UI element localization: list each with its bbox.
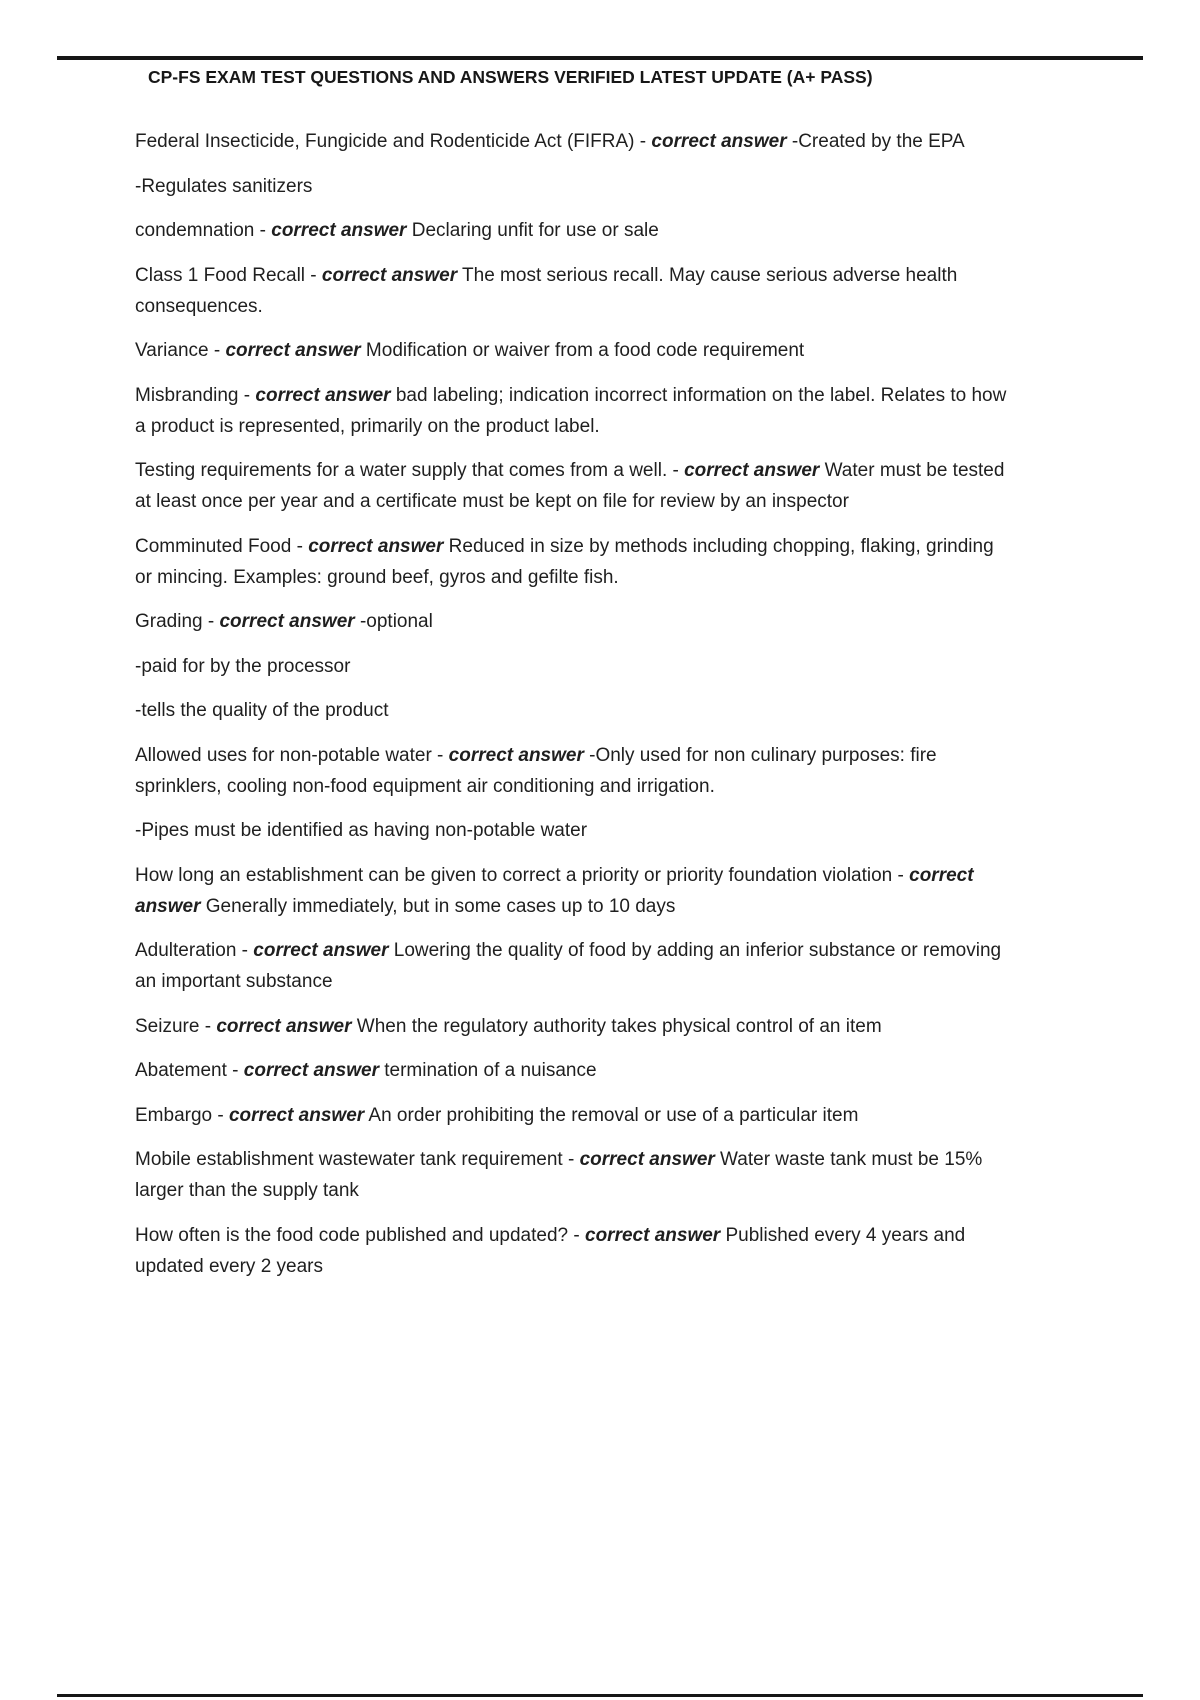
qa-paragraph [135, 815, 1007, 846]
correct-answer-marker: correct answer [651, 131, 787, 152]
qa-answer-text: -Created by the EPA [786, 131, 965, 152]
qa-question-text: Allowed uses for non-potable water - [135, 744, 449, 766]
qa-question-text: -tells the quality of the product [135, 700, 389, 721]
qa-paragraph [135, 935, 1007, 997]
qa-paragraph [135, 740, 1007, 802]
correct-answer-marker: correct answer [271, 220, 407, 241]
qa-answer-text: Lowering the quality of food by adding an inferior substance or removing an important substance [135, 940, 1002, 992]
qa-question-text: Grading - [135, 611, 220, 632]
qa-paragraph [135, 215, 1007, 246]
correct-answer-marker: correct answer [243, 1060, 379, 1081]
qa-question-text: Adulteration - [135, 940, 254, 961]
correct-answer-marker: correct answer [585, 1224, 721, 1246]
qa-answer-text: Published every 4 years and updated every 2 years [135, 1224, 966, 1277]
correct-answer-marker: correct answer [448, 744, 584, 766]
qa-paragraph [135, 606, 1007, 637]
correct-answer-marker: correct answer [321, 264, 458, 286]
qa-answer-text: -optional [354, 611, 433, 632]
bottom-rule [57, 1694, 1143, 1697]
correct-answer-marker: correct answer [579, 1149, 715, 1170]
qa-paragraph [135, 860, 1007, 922]
qa-answer-text: When the regulatory authority takes physical control of an item [351, 1015, 882, 1037]
qa-question-text: Variance - [135, 340, 226, 361]
qa-question-text: condemnation - [135, 220, 272, 241]
qa-paragraph [135, 531, 1007, 593]
qa-question-text: Misbranding - [135, 384, 256, 406]
qa-question-text: Class 1 Food Recall - [135, 264, 322, 286]
correct-answer-marker: correct answer [684, 460, 820, 481]
qa-answer-text: Water waste tank must be 15% larger than the supply tank [135, 1149, 983, 1201]
correct-answer-marker: correct answer [255, 384, 391, 406]
correct-answer-marker: correct answer [253, 940, 389, 961]
correct-answer-marker: correct answer [308, 535, 444, 557]
qa-question-text: Embargo - [135, 1104, 229, 1126]
qa-answer-text: -Only used for non culinary purposes: fire sprinklers, cooling non-food equipment air conditioning and irrigation. [135, 744, 937, 797]
qa-paragraph [135, 171, 1007, 202]
qa-answer-text: Modification or waiver from a food code requirement [360, 340, 805, 361]
qa-paragraph [135, 1011, 1007, 1042]
qa-paragraph [135, 380, 1007, 442]
qa-answer-text: termination of a nuisance [378, 1060, 597, 1081]
qa-question-text: Testing requirements for a water supply that comes from a well. - [135, 460, 685, 481]
qa-paragraph [135, 1220, 1007, 1282]
qa-answer-text: Declaring unfit for use or sale [406, 220, 659, 241]
qa-answer-text: An order prohibiting the removal or use of a particular item [364, 1104, 859, 1126]
qa-answer-text: Generally immediately, but in some cases up to 10 days [200, 895, 676, 917]
qa-question-text: -Regulates sanitizers [135, 175, 313, 197]
document-body [135, 126, 1007, 1295]
correct-answer-marker: correct answer [216, 1015, 352, 1037]
qa-paragraph [135, 1100, 1007, 1131]
qa-answer-text: The most serious recall. May cause serious adverse health consequences. [135, 264, 958, 317]
qa-question-text: Comminuted Food - [135, 535, 309, 557]
top-rule [57, 56, 1143, 60]
qa-question-text: -paid for by the processor [135, 655, 351, 677]
qa-answer-text: Water must be tested at least once per year and a certificate must be kept on file for review by an inspector [135, 460, 1005, 512]
correct-answer-marker: correct answer [228, 1104, 365, 1126]
qa-paragraph [135, 335, 1007, 366]
qa-paragraph [135, 455, 1007, 517]
correct-answer-marker: correct answer [219, 611, 355, 632]
qa-question-text: Federal Insecticide, Fungicide and Rodenticide Act (FIFRA) - [135, 131, 652, 152]
qa-paragraph [135, 651, 1007, 682]
qa-paragraph [135, 1144, 1007, 1206]
qa-paragraph [135, 1055, 1007, 1086]
qa-answer-text: bad labeling; indication incorrect information on the label. Relates to how a product is represented, primarily on the product label. [135, 384, 1007, 437]
qa-paragraph [135, 695, 1007, 726]
document-title: CP-FS EXAM TEST QUESTIONS AND ANSWERS VERIFIED LATEST UPDATE (A+ PASS) [148, 67, 873, 87]
qa-answer-text: Reduced in size by methods including chopping, flaking, grinding or mincing. Examples: ground beef, gyros and gefilte fish. [135, 535, 994, 588]
qa-paragraph [135, 260, 1007, 322]
qa-question-text: -Pipes must be identified as having non-potable water [135, 820, 588, 841]
qa-question-text: Mobile establishment wastewater tank requirement - [135, 1149, 580, 1170]
qa-question-text: Abatement - [135, 1060, 244, 1081]
correct-answer-marker: correct answer [225, 340, 361, 361]
correct-answer-marker: correct answer [135, 864, 974, 917]
qa-question-text: Seizure - [135, 1015, 217, 1037]
qa-paragraph [135, 126, 1007, 157]
qa-question-text: How long an establishment can be given to correct a priority or priority foundation violation - [135, 864, 910, 886]
qa-question-text: How often is the food code published and updated? - [135, 1224, 585, 1246]
